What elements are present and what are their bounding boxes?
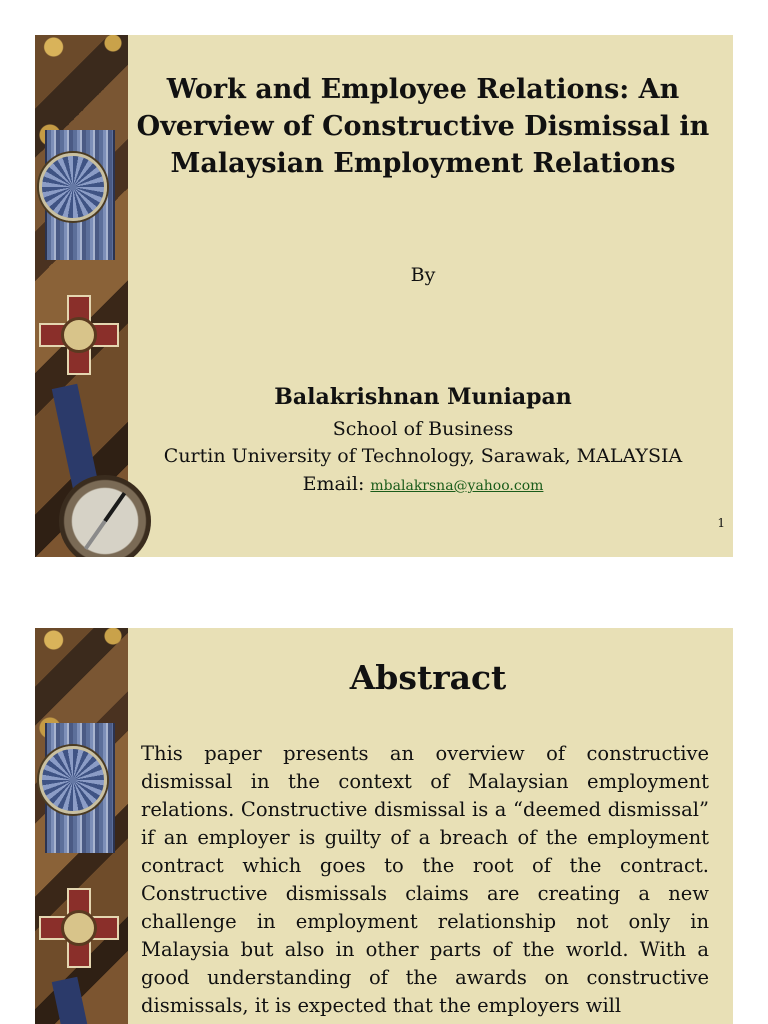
cross-medal-icon [37, 886, 121, 970]
rosette-icon [39, 153, 107, 221]
school-name: School of Business [332, 418, 514, 440]
rosette-icon [39, 746, 107, 814]
university-name: Curtin University of Technology, Sarawak, MALAYSIA [163, 445, 683, 467]
slide-title: Work and Employee Relations: An Overview of Constructive Dismissal in Malaysian Employment Relations [136, 74, 710, 179]
author-name: Balakrishnan Muniapan [274, 384, 572, 410]
page-number: 1 [717, 516, 725, 530]
by-label: By [410, 264, 436, 286]
decorative-medal-strip [35, 35, 128, 557]
email-link[interactable]: mbalakrsna@yahoo.com [370, 478, 544, 494]
abstract-title: Abstract [349, 658, 507, 697]
decorative-medal-strip [35, 628, 128, 1024]
abstract-slide [35, 628, 733, 1024]
abstract-body: This paper presents an overview of constructive dismissal in the context of Malaysian employment relations. Constructive dismissal is a “deemed dismissal” if an employer is guilty of a breach of the employment contract which goes to the root of the contract. Constructive dismissals claims are creating a new challenge in employment relationship not only in Malaysia but also in other parts of the world. With a good understanding of the awards on constructive dismissals, it is expected that the employers will [141, 742, 709, 1017]
medal-band [52, 977, 104, 1024]
email-label: Email: [302, 473, 365, 495]
title-slide [35, 35, 733, 557]
email-line [133, 473, 713, 495]
cross-medal-icon [37, 293, 121, 377]
